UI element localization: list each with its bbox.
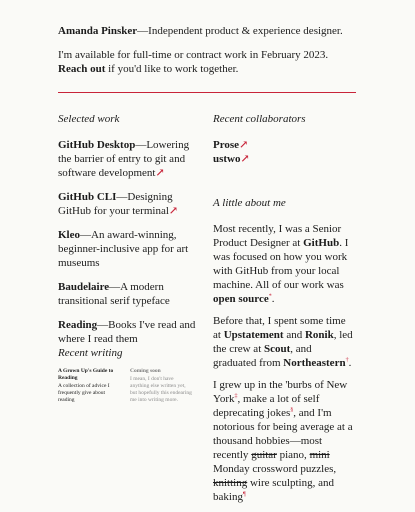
- work-item-name: Reading: [58, 319, 98, 331]
- collaborators-list: [213, 138, 355, 166]
- reach-out-link[interactable]: Reach out: [58, 63, 106, 75]
- collaborator-ustwo-link[interactable]: ustwo↗: [213, 153, 250, 165]
- about-section: [213, 222, 355, 504]
- about-paragraph-2: Before that, I spent some time at Upstatement and Ronik, led the crew at Scout, and graduated from Northeastern†.: [213, 315, 353, 369]
- cta-tail: if you'd like to work together.: [105, 63, 239, 75]
- collaborators-heading: Recent collaborators: [213, 113, 306, 125]
- work-item[interactable]: [58, 228, 200, 270]
- scout-link[interactable]: Scout: [264, 343, 291, 355]
- external-arrow-icon: ↗: [239, 139, 249, 151]
- external-arrow-icon: ↗: [168, 205, 179, 217]
- about-paragraph-1: Most recently, I was a Senior Product Designer at GitHub. I was focused on how you work with GitHub from your local machine. All of our work was open source*.: [213, 223, 349, 305]
- post-card-coming-soon: [130, 368, 192, 404]
- selected-work-heading: Selected work: [58, 113, 120, 125]
- work-item-desc: —Designing GitHub for your terminal: [58, 191, 173, 217]
- github-link[interactable]: GitHub: [303, 237, 340, 249]
- work-item[interactable]: [58, 280, 200, 308]
- struck-hobby: guitar: [251, 449, 277, 461]
- open-source-link[interactable]: open source: [213, 293, 269, 305]
- work-item[interactable]: [58, 318, 200, 346]
- work-item[interactable]: [58, 138, 200, 180]
- divider: [58, 92, 356, 93]
- post-card[interactable]: [58, 368, 120, 404]
- post-title: Coming soon: [130, 368, 161, 374]
- intro-line: [58, 24, 358, 38]
- struck-hobby: mini: [309, 449, 330, 461]
- recent-writing: [58, 346, 208, 404]
- work-item-name: GitHub CLI: [58, 191, 117, 203]
- footnote-mark: †: [345, 357, 349, 364]
- upstatement-link[interactable]: Upstatement: [223, 329, 284, 341]
- work-item-name: Baudelaire: [58, 281, 110, 293]
- external-arrow-icon: ↗: [155, 167, 165, 179]
- availability-text: I'm available for full-time or contract work in February 2023.: [58, 49, 329, 61]
- ronik-link[interactable]: Ronik: [304, 329, 334, 341]
- writing-heading: Recent writing: [58, 347, 123, 359]
- work-item-name: GitHub Desktop: [58, 139, 136, 151]
- intro: [58, 24, 358, 83]
- selected-work-column: [58, 112, 200, 356]
- work-item[interactable]: [58, 190, 200, 218]
- post-desc: I mean, I don't have anything else written yet, but hopefully this endearing me into writing more.: [130, 376, 192, 403]
- about-paragraph-3: I grew up in the 'burbs of New York‡, make a lot of self deprecating jokes§, and I'm notorious for being average at a thousand hobbies—most recently guitar piano, mini Monday crossword puzzles, knitting wire sculpting, and baking¶: [213, 379, 353, 503]
- struck-hobby: knitting: [213, 477, 248, 489]
- work-item-desc: —Lowering the barrier of entry to git and software development: [58, 139, 190, 179]
- about-heading: A little about me: [213, 197, 286, 209]
- selected-work-list: [58, 138, 200, 346]
- owner-name: Amanda Pinsker: [58, 25, 138, 37]
- northeastern-link[interactable]: Northeastern: [283, 357, 346, 369]
- footnote-mark: §: [290, 407, 294, 414]
- post-desc: A collection of advice I frequently give about reading: [58, 383, 110, 403]
- work-item-desc: —Books I've read and where I read them: [58, 319, 196, 345]
- work-item-name: Kleo: [58, 229, 80, 241]
- work-item-desc: —An award-winning, beginner-inclusive app for art museums: [58, 229, 189, 269]
- work-item-desc: —A modern transitional serif typeface: [58, 281, 170, 307]
- post-title: A Grown Up's Guide to Reading: [58, 368, 114, 381]
- writing-posts: [58, 368, 208, 404]
- footnote-mark: ‡: [234, 393, 238, 400]
- collaborator-prose-link[interactable]: Prose↗: [213, 139, 249, 151]
- availability-line: [58, 48, 358, 76]
- external-arrow-icon: ↗: [240, 153, 250, 165]
- footnote-mark: *: [268, 293, 272, 300]
- footnote-mark: ¶: [242, 491, 246, 498]
- right-column: [213, 112, 355, 512]
- owner-role: —Independent product & experience designer.: [137, 25, 343, 37]
